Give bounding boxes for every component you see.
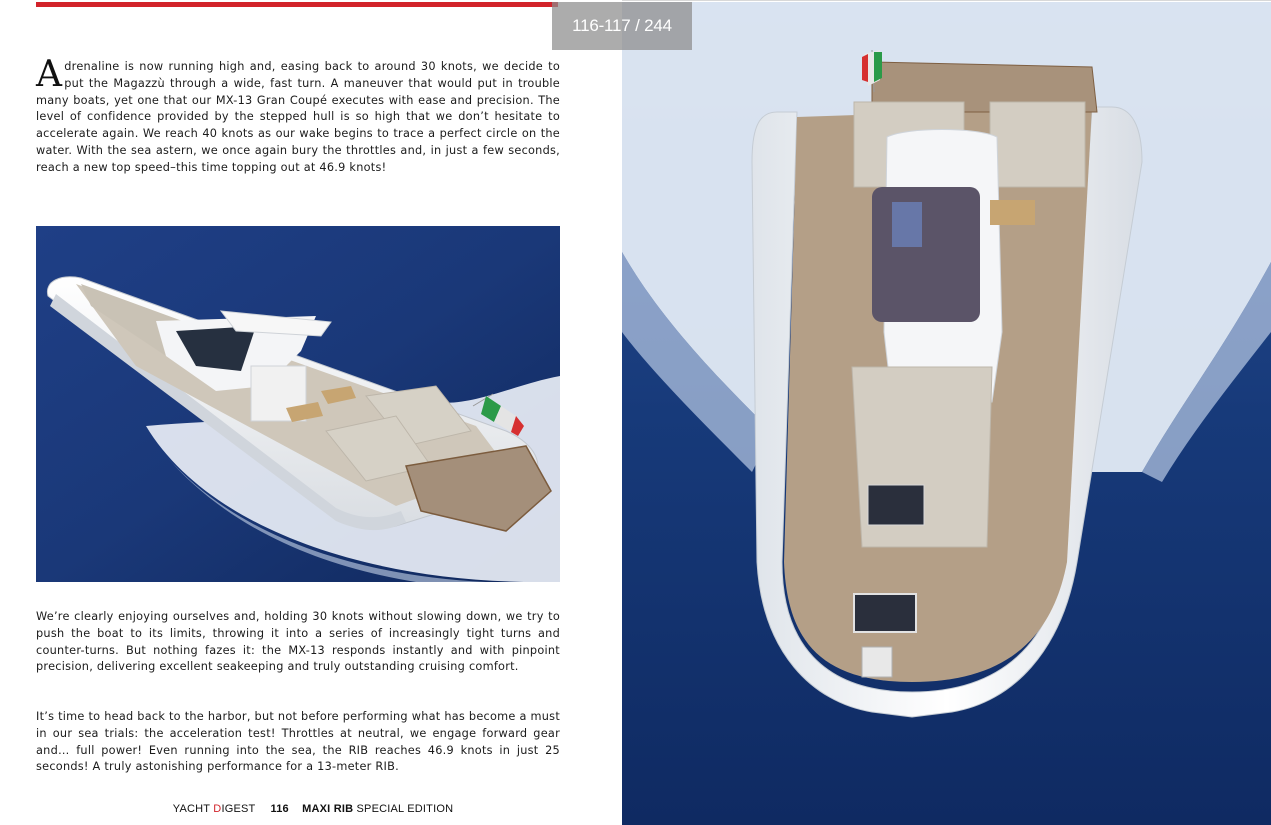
article-paragraph-3: It’s time to head back to the harbor, but not before performing what has become a must in our sea trials: the acceleration test! Throttles at neutral, we engage forward gear and… full power! Even running into the sea, the RIB reaches 46.9 knots in just 25 seconds! A truly astonishing performance for a 13-meter RIB. [36, 710, 560, 774]
footer-brand-accent: D [213, 803, 222, 815]
paragraph-1-text: drenaline is now running high and, easing back to around 30 knots, we decide to put the Magazzù through a wide, fast turn. A maneuver that would put in trouble many boats, yet one that our MX-13 Gran Coupé executes with ease and precision. The level of confidence provided by the stepped hull is so high that we don’t hesitate to accelerate again. We reach 40 knots as our wake begins to trace a perfect circle on the water. With the sea astern, we once again bury the throttles and, in just a few seconds, reach a new top speed–this time topping out at 46.9 knots! [36, 60, 560, 174]
page-indicator-badge: 116-117 / 244 [552, 2, 692, 50]
footer-brand-part2: IGEST [221, 803, 256, 815]
boat-image-left [36, 226, 560, 582]
footer-section-bold: MAXI RIB [302, 803, 354, 815]
page-footer [0, 803, 496, 815]
left-page [0, 0, 622, 825]
footer-page-number: 116 [270, 803, 289, 815]
red-header-rule [36, 2, 558, 7]
boat-image-right [622, 2, 1271, 825]
boat-photo-top-down [622, 2, 1271, 825]
article-paragraph-1 [36, 54, 560, 177]
drop-cap: A [36, 54, 63, 95]
article-paragraph-2: We’re clearly enjoying ourselves and, holding 30 knots without slowing down, we try to push the boat to its limits, throwing it into a series of increasingly tight turns and counter-turns. But nothing fazes it: the MX-13 responds instantly and with pinpoint precision, delivering excellent seakeeping and truly outstanding cruising comfort. [36, 610, 560, 674]
boat-photo-three-quarter [36, 226, 560, 582]
footer-section-rest: SPECIAL EDITION [353, 803, 454, 815]
footer-brand-part1: YACHT [172, 803, 214, 815]
